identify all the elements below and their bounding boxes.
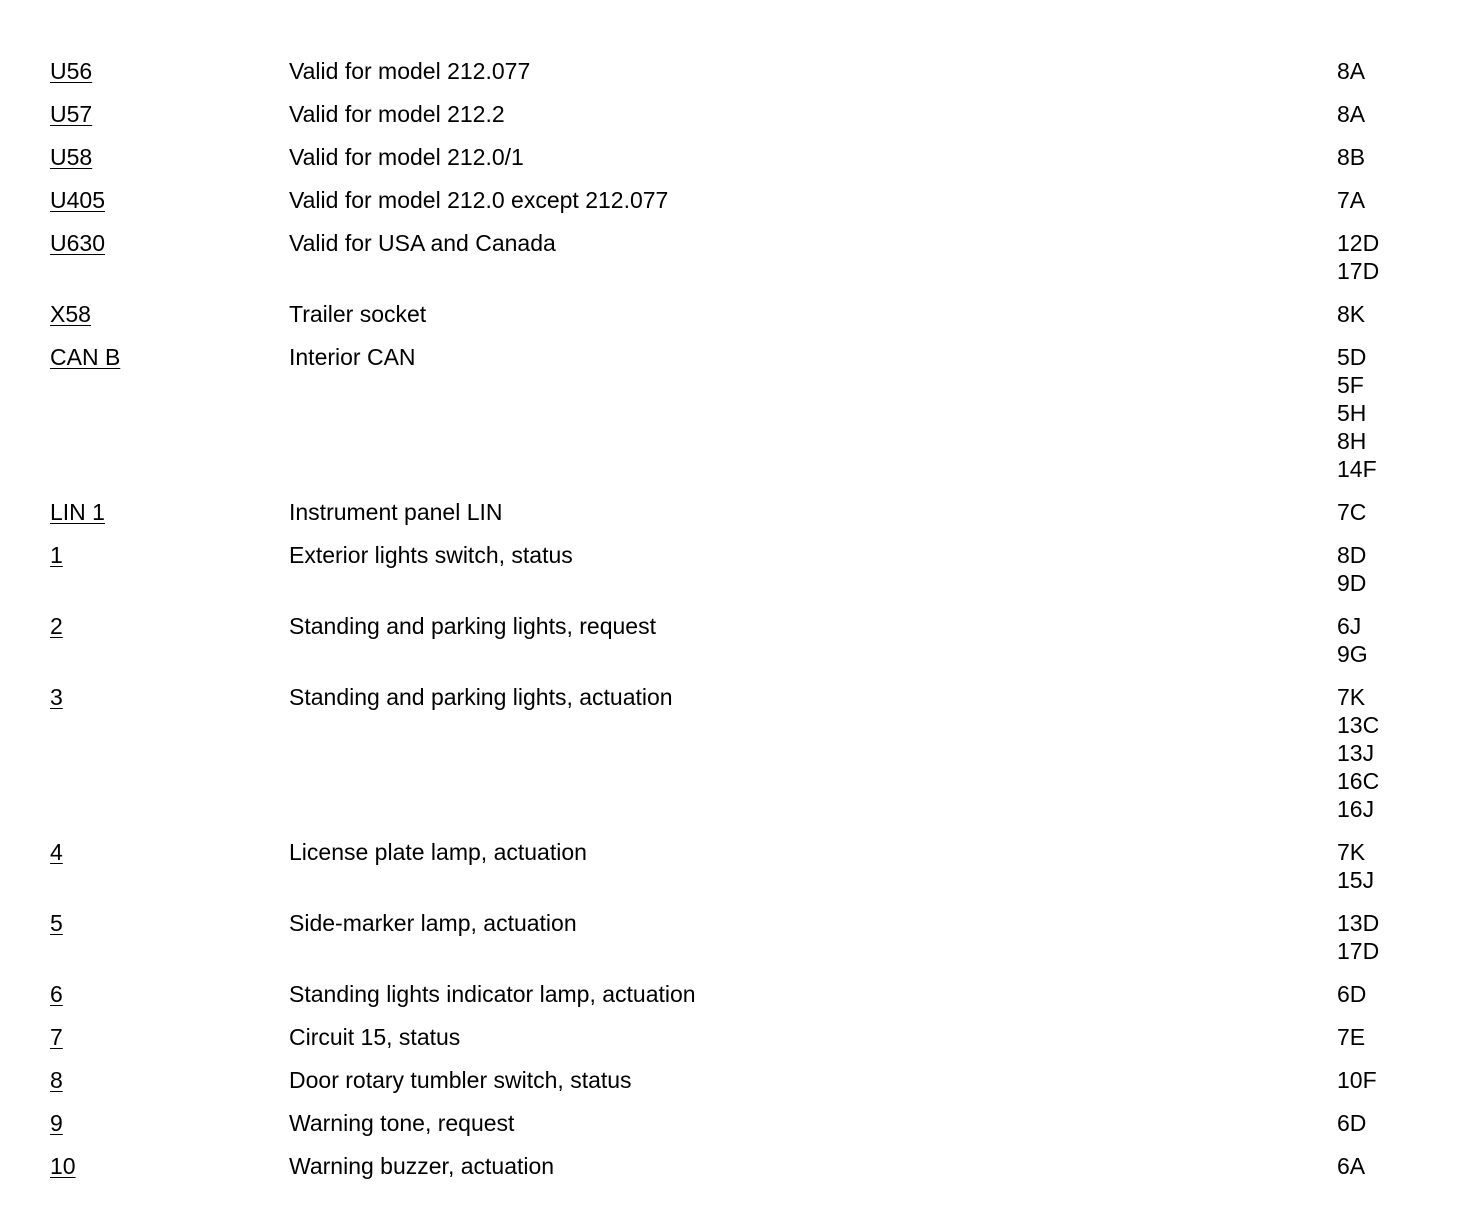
legend-grid-refs [1337,229,1457,285]
legend-code-link[interactable]: CAN B [50,344,121,370]
legend-code-link[interactable]: U57 [50,101,93,127]
legend-table [0,57,1472,1195]
legend-grid-refs [1337,143,1457,171]
legend-description: Exterior lights switch, status [289,542,573,568]
legend-grid-refs [1337,838,1457,894]
legend-row [0,186,1472,229]
legend-description: Door rotary tumbler switch, status [289,1067,632,1093]
legend-grid-refs [1337,1023,1457,1051]
legend-description: Valid for model 212.0/1 [289,144,524,170]
grid-reference: 6J [1337,613,1362,639]
grid-reference: 8A [1337,101,1366,127]
grid-reference: 5D [1337,344,1367,370]
grid-reference: 15J [1337,867,1375,893]
legend-description: Standing and parking lights, request [289,613,656,639]
legend-grid-refs [1337,909,1457,965]
legend-grid-refs [1337,100,1457,128]
grid-reference: 13C [1337,712,1380,738]
legend-description: Trailer socket [289,301,427,327]
legend-code-link[interactable]: U58 [50,144,93,170]
legend-description: Side-marker lamp, actuation [289,910,577,936]
legend-code-link[interactable]: U56 [50,58,93,84]
legend-description: Warning buzzer, actuation [289,1153,555,1179]
grid-reference: 7E [1337,1024,1366,1050]
legend-code-link[interactable]: 3 [50,684,63,710]
grid-reference: 5F [1337,372,1364,398]
legend-description: Circuit 15, status [289,1024,461,1050]
legend-code-link[interactable]: 4 [50,839,63,865]
legend-description: Valid for model 212.2 [289,101,505,127]
grid-reference: 10F [1337,1067,1377,1093]
grid-reference: 7K [1337,839,1366,865]
grid-reference: 7C [1337,499,1367,525]
legend-description: License plate lamp, actuation [289,839,587,865]
grid-reference: 14F [1337,456,1377,482]
legend-row [0,980,1472,1023]
legend-code-link[interactable]: 7 [50,1024,63,1050]
grid-reference: 13D [1337,910,1380,936]
legend-grid-refs [1337,980,1457,1008]
legend-row [0,1109,1472,1152]
legend-description: Standing and parking lights, actuation [289,684,673,710]
grid-reference: 6A [1337,1153,1366,1179]
legend-row [0,100,1472,143]
legend-description: Instrument panel LIN [289,499,503,525]
legend-description: Valid for USA and Canada [289,230,556,256]
legend-code-link[interactable]: 2 [50,613,63,639]
grid-reference: 9G [1337,641,1368,667]
grid-reference: 16C [1337,768,1380,794]
grid-reference: 8H [1337,428,1367,454]
legend-row [0,612,1472,683]
legend-code-link[interactable]: X58 [50,301,91,327]
grid-reference: 7K [1337,684,1366,710]
legend-code-link[interactable]: 9 [50,1110,63,1136]
legend-row [0,343,1472,498]
legend-description: Interior CAN [289,344,416,370]
grid-reference: 13J [1337,740,1375,766]
legend-row [0,229,1472,300]
legend-code-link[interactable]: LIN 1 [50,499,105,525]
legend-description: Standing lights indicator lamp, actuation [289,981,696,1007]
legend-row [0,1152,1472,1195]
legend-row [0,541,1472,612]
legend-grid-refs [1337,1066,1457,1094]
legend-grid-refs [1337,498,1457,526]
legend-grid-refs [1337,57,1457,85]
grid-reference: 6D [1337,1110,1367,1136]
grid-reference: 6D [1337,981,1367,1007]
legend-grid-refs [1337,343,1457,483]
legend-code-link[interactable]: 8 [50,1067,63,1093]
legend-row [0,838,1472,909]
legend-code-link[interactable]: 5 [50,910,63,936]
grid-reference: 5H [1337,400,1367,426]
legend-code-link[interactable]: U630 [50,230,105,256]
legend-row [0,909,1472,980]
grid-reference: 17D [1337,258,1380,284]
legend-grid-refs [1337,1109,1457,1137]
legend-description: Valid for model 212.077 [289,58,531,84]
legend-row [0,498,1472,541]
legend-code-link[interactable]: U405 [50,187,105,213]
legend-row [0,57,1472,100]
legend-description: Valid for model 212.0 except 212.077 [289,187,669,213]
legend-row [0,683,1472,838]
legend-grid-refs [1337,683,1457,823]
legend-code-link[interactable]: 10 [50,1153,76,1179]
legend-row [0,1066,1472,1109]
legend-grid-refs [1337,1152,1457,1180]
grid-reference: 17D [1337,938,1380,964]
grid-reference: 16J [1337,796,1375,822]
legend-grid-refs [1337,300,1457,328]
grid-reference: 9D [1337,570,1367,596]
legend-row [0,1023,1472,1066]
legend-code-link[interactable]: 1 [50,542,63,568]
grid-reference: 8D [1337,542,1367,568]
legend-grid-refs [1337,186,1457,214]
grid-reference: 8K [1337,301,1366,327]
legend-grid-refs [1337,541,1457,597]
grid-reference: 8A [1337,58,1366,84]
legend-description: Warning tone, request [289,1110,515,1136]
legend-code-link[interactable]: 6 [50,981,63,1007]
legend-grid-refs [1337,612,1457,668]
grid-reference: 8B [1337,144,1366,170]
grid-reference: 7A [1337,187,1366,213]
grid-reference: 12D [1337,230,1380,256]
legend-row [0,300,1472,343]
legend-row [0,143,1472,186]
